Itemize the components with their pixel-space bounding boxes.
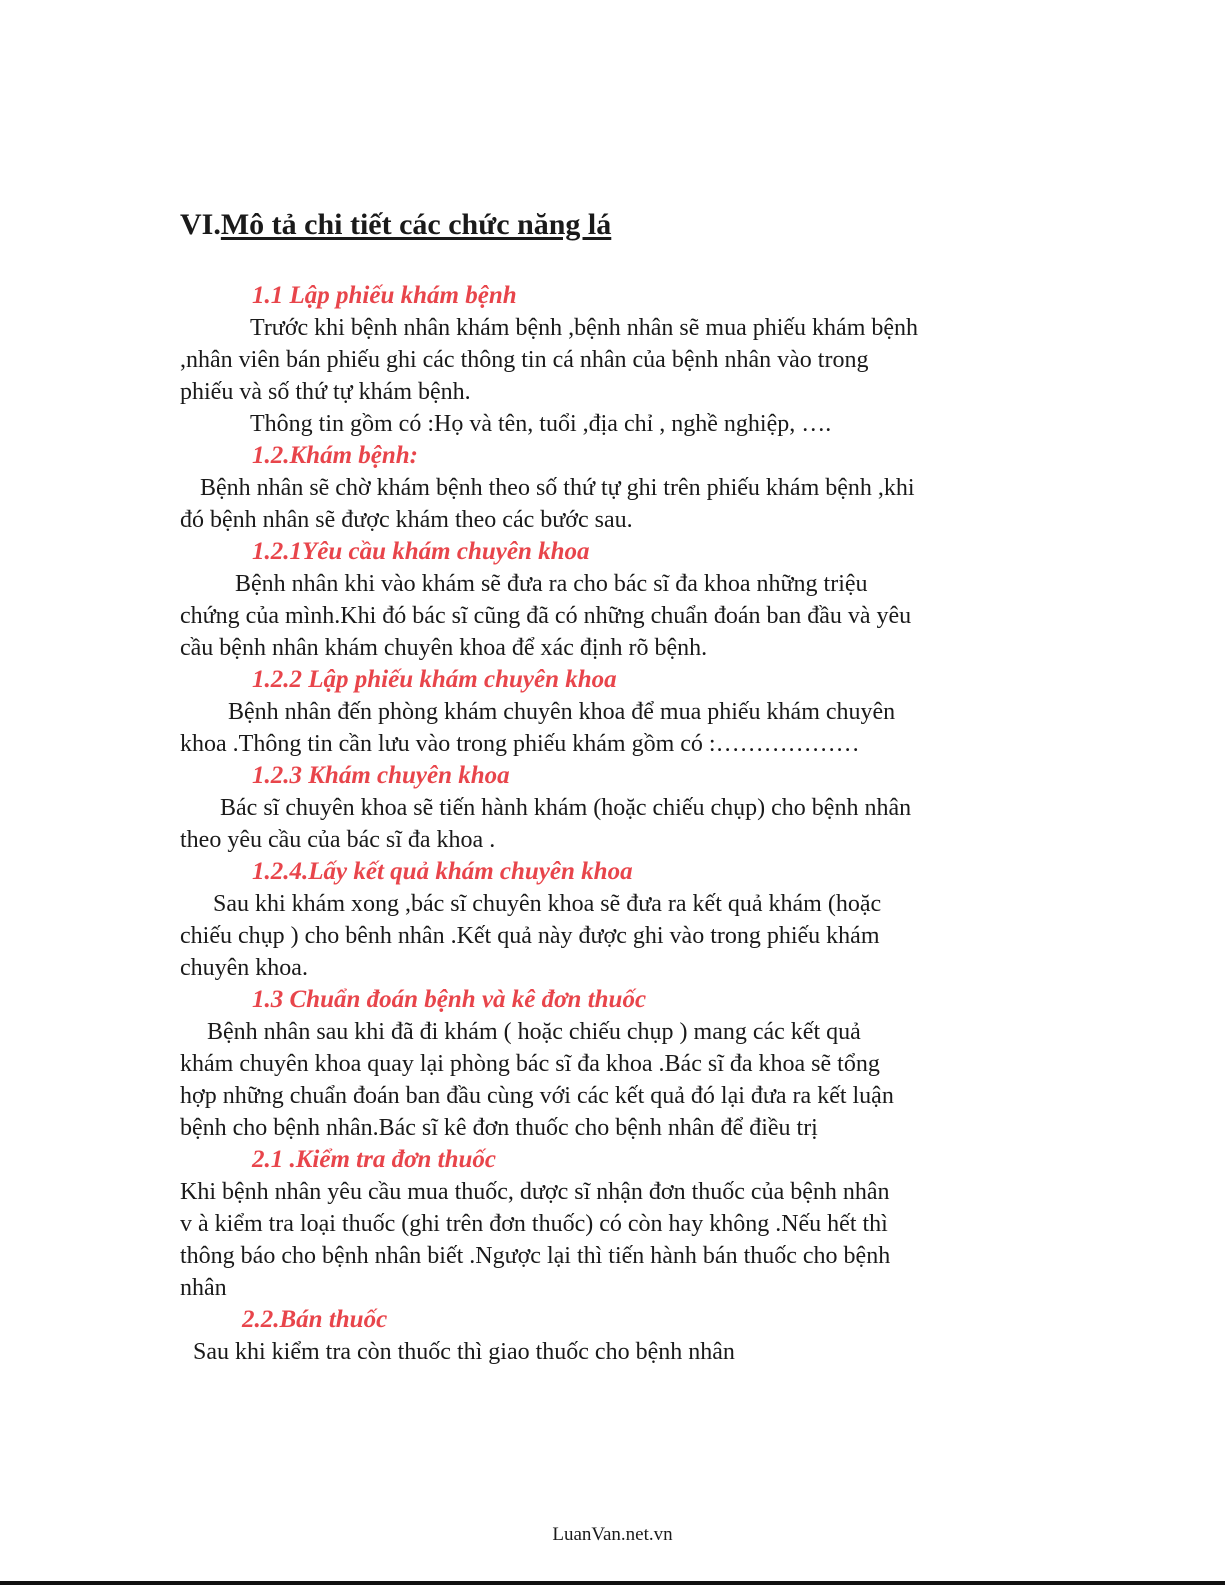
- subsection-heading: 1.2.3 Khám chuyên khoa: [252, 762, 510, 789]
- paragraph: [180, 568, 1040, 664]
- paragraph: [180, 312, 1040, 440]
- paragraph-line: ,nhân viên bán phiếu ghi các thông tin cá nhân của bệnh nhân vào trong: [180, 347, 869, 373]
- paragraph: [180, 1176, 1040, 1304]
- paragraph-line: Khi bệnh nhân yêu cầu mua thuốc, dược sĩ nhận đơn thuốc của bệnh nhân: [180, 1179, 890, 1205]
- section-heading: [180, 208, 611, 242]
- paragraph-line: đó bệnh nhân sẽ được khám theo các bước sau.: [180, 507, 633, 533]
- paragraph-line: khoa .Thông tin cần lưu vào trong phiếu khám gồm có :………………: [180, 731, 860, 757]
- paragraph: [180, 888, 1040, 984]
- paragraph: [180, 792, 1040, 856]
- subsection-heading: 2.2.Bán thuốc: [242, 1306, 388, 1333]
- paragraph-line: chứng của mình.Khi đó bác sĩ cũng đã có những chuẩn đoán ban đầu và yêu: [180, 603, 912, 629]
- heading-title: Mô tả chi tiết các chức năng lá: [220, 208, 612, 241]
- paragraph-line: thông báo cho bệnh nhân biết .Ngược lại thì tiến hành bán thuốc cho bệnh: [180, 1243, 891, 1269]
- paragraph-line: hợp những chuẩn đoán ban đầu cùng với các kết quả đó lại đưa ra kết luận: [180, 1083, 894, 1109]
- paragraph-line: Bệnh nhân sau khi đã đi khám ( hoặc chiếu chụp ) mang các kết quả: [207, 1019, 861, 1045]
- heading-prefix: VI.: [180, 208, 221, 241]
- document-body: [180, 280, 1040, 1368]
- paragraph-line: bệnh cho bệnh nhân.Bác sĩ kê đơn thuốc cho bệnh nhân để điều trị: [180, 1115, 818, 1141]
- page-bottom-border: [0, 1581, 1225, 1585]
- subsection-heading: 1.2.2 Lập phiếu khám chuyên khoa: [252, 666, 617, 693]
- paragraph-line: Bác sĩ chuyên khoa sẽ tiến hành khám (hoặc chiếu chụp) cho bệnh nhân: [220, 795, 912, 821]
- subsection-heading: 1.1 Lập phiếu khám bệnh: [252, 282, 517, 309]
- paragraph-line: cầu bệnh nhân khám chuyên khoa để xác định rõ bệnh.: [180, 635, 708, 661]
- subsection-heading: 1.2.Khám bệnh:: [252, 442, 419, 469]
- paragraph-line: khám chuyên khoa quay lại phòng bác sĩ đa khoa .Bác sĩ đa khoa sẽ tổng: [180, 1051, 880, 1077]
- paragraph: [180, 696, 1040, 760]
- paragraph-line: nhân: [180, 1275, 227, 1301]
- paragraph-line: Bệnh nhân sẽ chờ khám bệnh theo số thứ tự ghi trên phiếu khám bệnh ,khi: [200, 475, 915, 501]
- paragraph: [180, 1336, 1040, 1368]
- paragraph-line: Sau khi khám xong ,bác sĩ chuyên khoa sẽ đưa ra kết quả khám (hoặc: [213, 891, 882, 917]
- paragraph-line: Sau khi kiểm tra còn thuốc thì giao thuốc cho bệnh nhân: [193, 1339, 735, 1365]
- subsection-heading: 1.3 Chuẩn đoán bệnh và kê đơn thuốc: [252, 986, 647, 1013]
- subsection-heading: 1.2.4.Lấy kết quả khám chuyên khoa: [252, 858, 633, 885]
- footer-watermark: LuanVan.net.vn: [552, 1524, 673, 1545]
- subsection-heading: 2.1 .Kiểm tra đơn thuốc: [252, 1146, 497, 1173]
- paragraph: [180, 472, 1040, 536]
- paragraph-line: theo yêu cầu của bác sĩ đa khoa .: [180, 827, 496, 853]
- paragraph-line: phiếu và số thứ tự khám bệnh.: [180, 379, 471, 405]
- subsection-heading: 1.2.1Yêu cầu khám chuyên khoa: [252, 538, 590, 565]
- paragraph-line: Bệnh nhân đến phòng khám chuyên khoa để mua phiếu khám chuyên: [228, 699, 896, 725]
- paragraph-line: Trước khi bệnh nhân khám bệnh ,bệnh nhân sẽ mua phiếu khám bệnh: [250, 315, 919, 341]
- paragraph: [180, 1016, 1040, 1144]
- paragraph-line: chuyên khoa.: [180, 955, 308, 981]
- paragraph-line: v à kiểm tra loại thuốc (ghi trên đơn thuốc) có còn hay không .Nếu hết thì: [180, 1211, 888, 1237]
- paragraph-line: chiếu chụp ) cho bênh nhân .Kết quả này được ghi vào trong phiếu khám: [180, 923, 880, 949]
- paragraph-line: Thông tin gồm có :Họ và tên, tuổi ,địa chỉ , nghề nghiệp, ….: [250, 411, 832, 437]
- paragraph-line: Bệnh nhân khi vào khám sẽ đưa ra cho bác sĩ đa khoa những triệu: [235, 571, 868, 597]
